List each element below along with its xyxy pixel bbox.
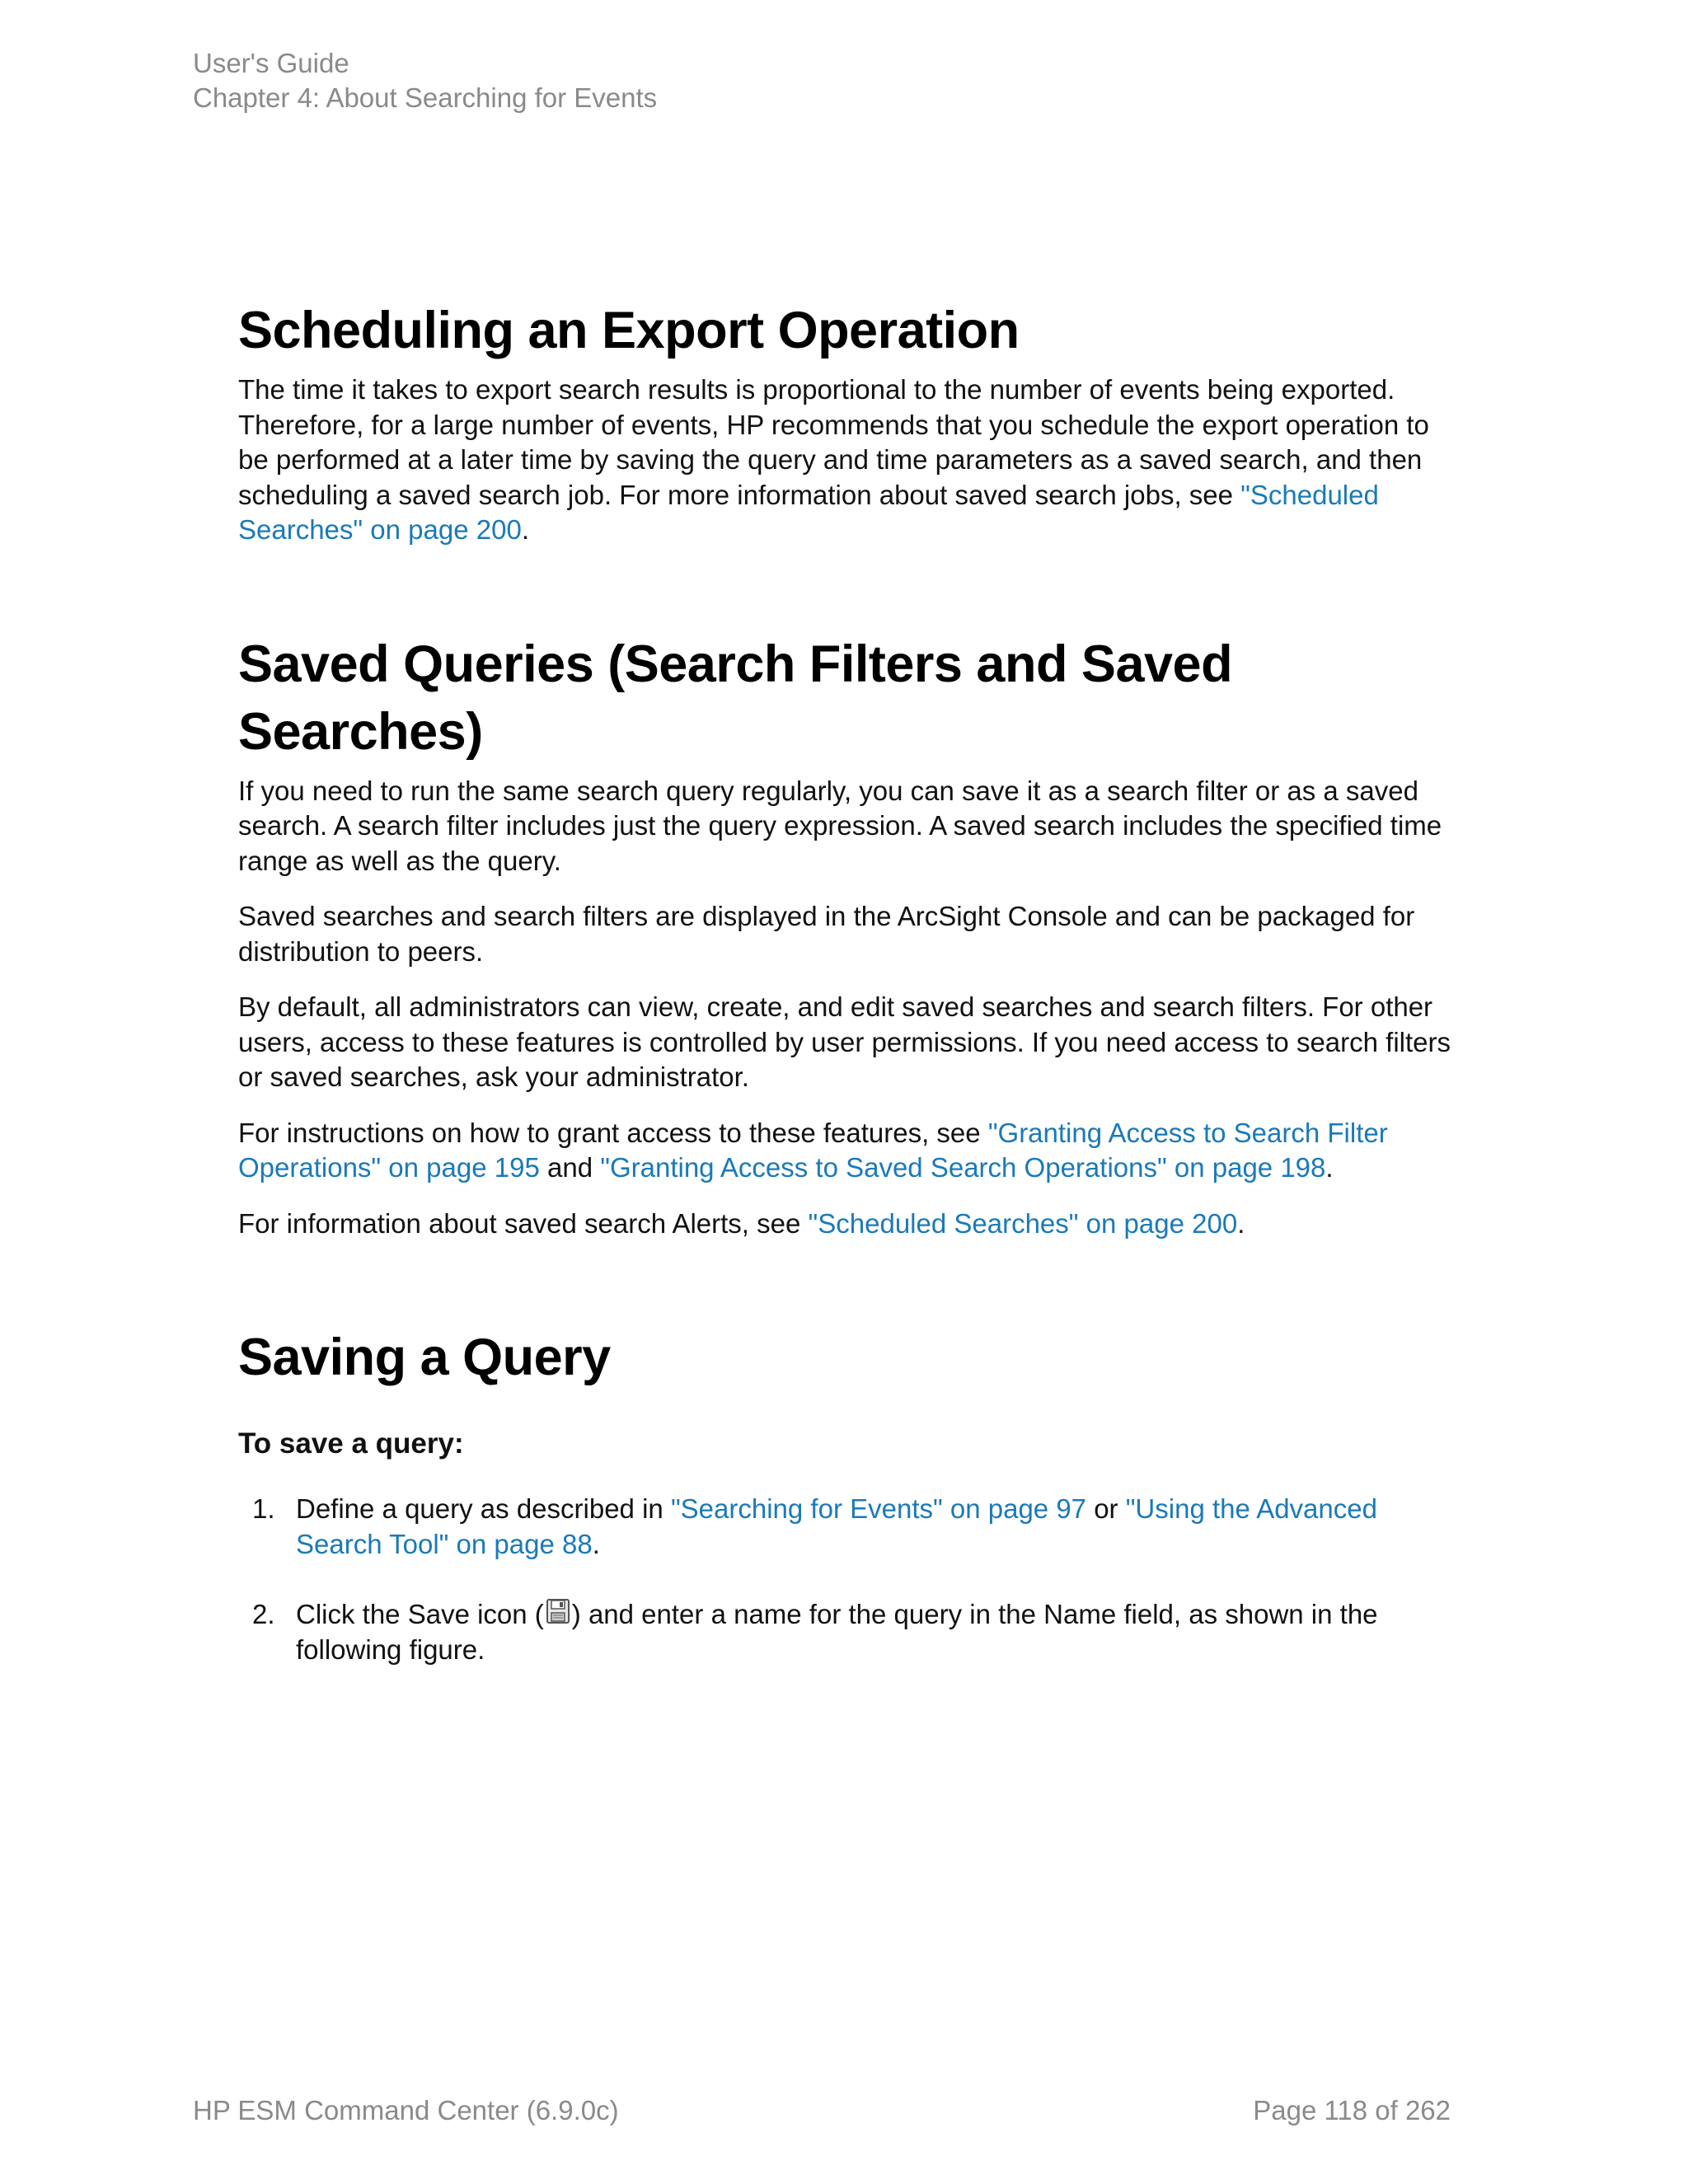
scheduled-searches-link[interactable]: "Scheduled Searches" on page 200 [238,479,1379,545]
saved-queries-paragraph-1: If you need to run the same search query regularly, you can save it as a search filter or as a saved search. A search filter includes just the query expression. A saved search includes the specified time range as well as the query. [238,775,1442,876]
advanced-search-tool-link[interactable]: "Using the Advanced Search Tool" on page 88 [296,1493,1377,1559]
running-header [193,46,657,115]
searching-for-events-link[interactable]: "Searching for Events" on page 97 [670,1493,1087,1524]
step-2-text-before: Click the Save icon ( [296,1599,544,1629]
page-content [238,297,1458,1667]
section-heading-saved-queries: Saved Queries (Search Filters and Saved Searches) [238,635,1233,761]
saved-search-operations-link[interactable]: "Granting Access to Saved Search Operations" on page 198 [600,1152,1326,1183]
grant-access-mid: and [539,1152,601,1183]
step-2 [238,1597,1458,1667]
export-paragraph-end: . [521,514,529,545]
step-number: 2. [252,1599,275,1629]
export-paragraph [238,373,1458,548]
step-2-text-after: ) and enter a name for the query in the Name field, as shown in the following figure. [296,1599,1378,1665]
saved-queries-paragraph-5 [238,1207,1458,1242]
scheduled-searches-link-2[interactable]: "Scheduled Searches" on page 200 [808,1207,1238,1239]
alerts-text: For information about saved search Alerts, see [238,1207,809,1239]
export-paragraph-text: The time it takes to export search results is proportional to the number of events being exported. Therefore, for a large number of events, HP recommends that you schedule the export operation to be performed at a later time by saving the query and time parameters as a saved search, and then scheduling a saved search job. For more information about saved search jobs, see [238,374,1429,510]
procedure-steps [238,1492,1458,1667]
saved-queries-paragraph-2: Saved searches and search filters are displayed in the ArcSight Console and can be packaged for distribution to peers. [238,901,1415,967]
step-1-mid: or [1086,1493,1126,1524]
saved-queries-paragraph-4 [238,1116,1458,1186]
footer-page-number: Page 118 of 262 [1253,2095,1451,2125]
saved-queries-paragraph-3: By default, all administrators can view, create, and edit saved searches and search filters. For other users, access to these features is controlled by user permissions. If you need access to search filters or saved searches, ask your administrator. [238,991,1451,1092]
save-icon [546,1597,570,1625]
footer-product: HP ESM Command Center (6.9.0c) [193,2095,619,2125]
section-heading-saving-query: Saving a Query [238,1329,611,1386]
step-1 [238,1492,1458,1562]
step-1-text: Define a query as described in [296,1493,671,1524]
procedure-title: To save a query: [238,1427,464,1460]
section-heading-export: Scheduling an Export Operation [238,302,1020,359]
step-number: 1. [252,1493,275,1524]
step-1-end: . [592,1528,600,1559]
alerts-end: . [1237,1207,1245,1239]
search-filter-operations-link[interactable]: "Granting Access to Search Filter Operations" on page 195 [238,1117,1388,1183]
grant-access-end: . [1325,1152,1334,1183]
grant-access-text: For instructions on how to grant access to these features, see [238,1117,988,1148]
guide-title: User's Guide [193,48,349,78]
chapter-title: Chapter 4: About Searching for Events [193,82,658,113]
